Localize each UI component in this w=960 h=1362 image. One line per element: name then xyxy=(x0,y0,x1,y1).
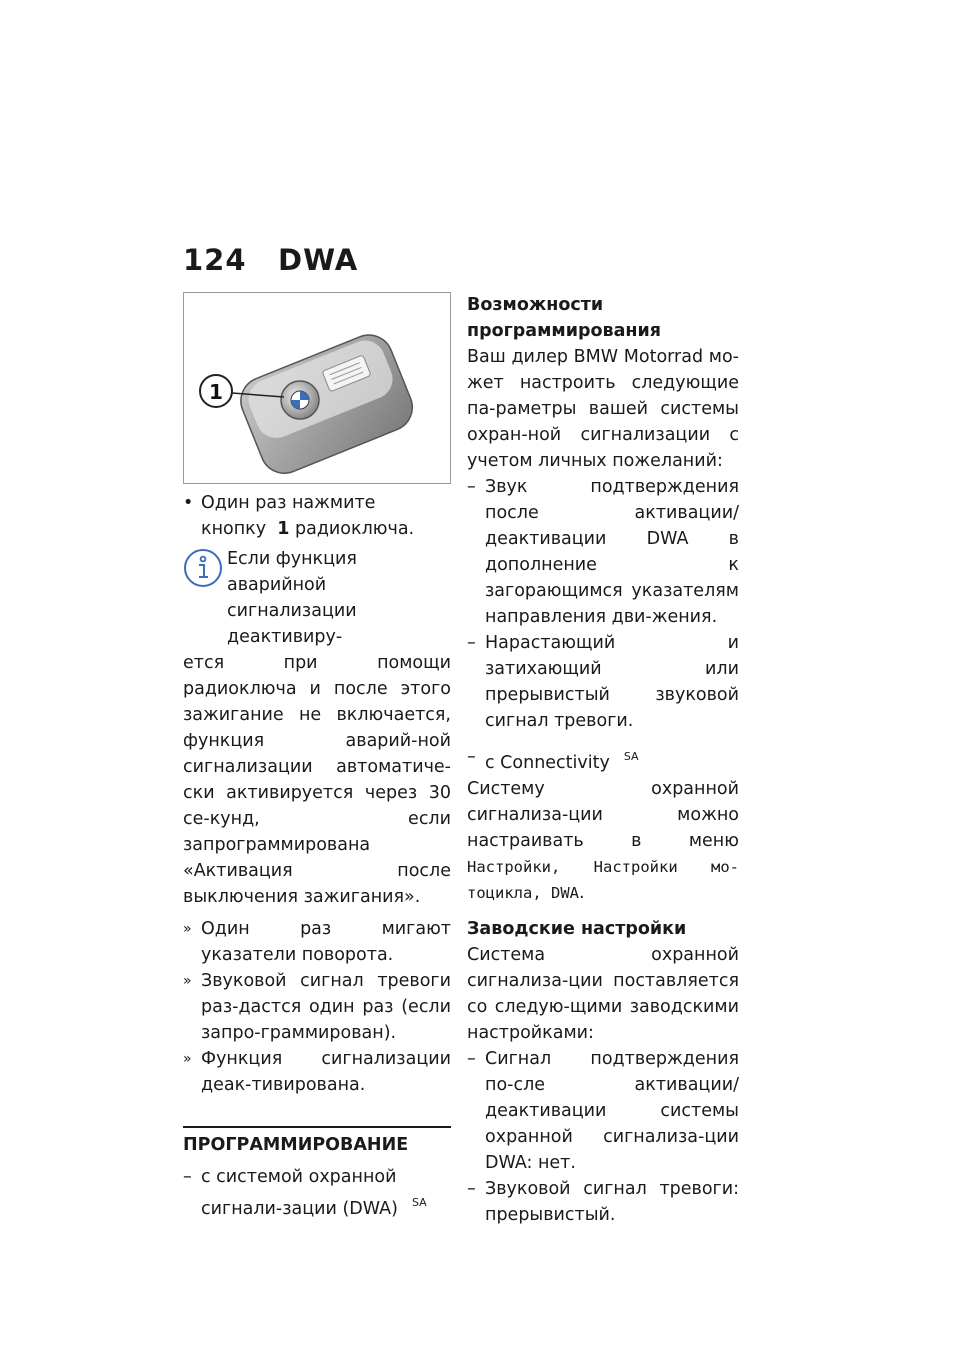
key-fob-illustration xyxy=(184,293,450,483)
factory-intro: Система охранной сигнализа-ции поставляется со следую-щими заводскими настройками: xyxy=(467,945,739,1043)
result-item: » Один раз мигают указатели поворота. xyxy=(183,916,451,968)
heading-programming-options: Возможности программирования xyxy=(467,295,662,341)
info-note xyxy=(183,546,451,910)
right-column xyxy=(467,292,739,1228)
menu-path: Настройки, Настройки мо-тоцикла, DWA xyxy=(467,858,739,902)
option-text: с системой охранной сигнали-зации (DWA) xyxy=(201,1167,398,1219)
note-line-2: сигнализации деактивиру- xyxy=(227,601,357,647)
heading-factory-settings: Заводские настройки xyxy=(467,919,687,939)
step-ref-number: 1 xyxy=(277,519,290,539)
option-connectivity xyxy=(467,744,739,776)
result-item: » Функция сигнализации деак-тивирована. xyxy=(183,1046,451,1098)
page-header xyxy=(183,243,358,277)
result-item: » Звуковой сигнал тревоги раз-дастся один раз (если запро-граммирован). xyxy=(183,968,451,1046)
factory-item: – Сигнал подтверждения по-сле активации/деактивации системы охранной сигнализа-ции DWA: нет. xyxy=(467,1046,739,1176)
option-item: – Нарастающий и затихающий или прерывистый звуковой сигнал тревоги. xyxy=(467,630,739,734)
left-column xyxy=(183,292,451,1222)
section-heading-programming: ПРОГРАММИРОВАНИЕ xyxy=(183,1126,451,1158)
step-text-2: радиоключа. xyxy=(295,519,415,539)
menu-paragraph xyxy=(467,776,739,906)
info-icon xyxy=(183,548,223,588)
step-text: Один раз нажмите кнопку xyxy=(201,493,376,539)
page-number: 124 xyxy=(183,243,247,277)
section-title: DWA xyxy=(278,243,359,277)
menu-end: . xyxy=(578,883,585,903)
factory-item: – Звуковой сигнал тревоги: прерывистый. xyxy=(467,1176,739,1228)
figure-callout-number: 1 xyxy=(209,380,223,404)
option-item: – Звук подтверждения после активации/деактивации DWA в дополнение к загорающимся указателям направления дви-жения. xyxy=(467,474,739,630)
sa-badge: SA xyxy=(623,750,639,763)
connectivity-text: с Connectivity xyxy=(485,753,610,773)
note-line-1: Если функция аварийной xyxy=(227,549,357,595)
sa-badge: SA xyxy=(411,1196,427,1209)
menu-text: Систему охранной сигнализа-ции можно настраивать в меню xyxy=(467,779,739,851)
step-press-button xyxy=(183,490,451,542)
note-text: ется при помощи радиоключа и после этого зажигание не включается, функция аварий-ной сигнализации автоматиче-ски активируется через 30 се-кунд, если запрограммирована «Активация после выключения зажигания». xyxy=(183,653,451,907)
key-fob-figure xyxy=(183,292,451,484)
intro-paragraph: Ваш дилер BMW Motorrad мо-жет настроить следующие па-раметры вашей системы охран-ной сигнализации с учетом личных пожеланий: xyxy=(467,347,739,471)
option-with-dwa xyxy=(183,1164,451,1222)
